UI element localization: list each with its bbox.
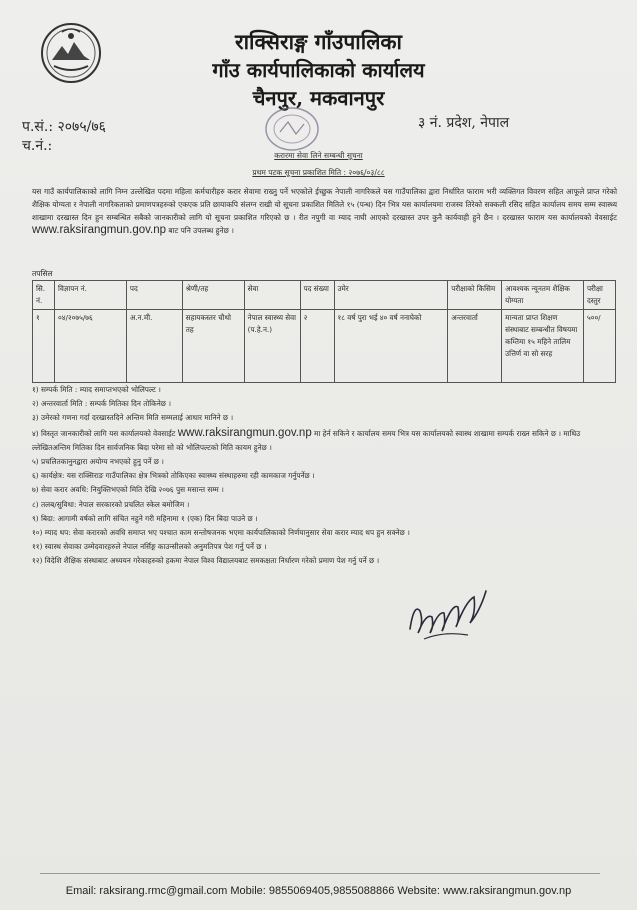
notice-body-text: यस गाउँ कार्यपालिकाको लागि निम्न उल्लेखित पदमा महिला कर्मचारीहरु करार सेवामा राख्नु पर्ने भएकोले ईच्छुक नेपाली नागरिकले यस गाउँपालिका द्वारा निर्धारित फाराम भरी व्यक्तिगत विवरण सहित आफूले प्राप्त गरेको शैक्षिक योग्यता र नेपाली नागरिकताको प्रमाणपत्रहरुको एकएक प्रति छायाकपि संलग्न राखी यो सूचना प्रकाशित मितिले १५ (पन्ध) दिन भित्र यस कार्यालयमा राजस्व तिरेको सक्कली रसिद सहित कार्यालय समय सम्म स्वास्थ्य शाखामा दरखास्त दिन हुन सम्बन्धित सबैको जानकारीको लागि यो सूचना प्रकाशित गरिएको छ । रीत नपुगी वा म्याद नाघी आएको दरखास्त उपर कुनै कार्यवाही हुने छैन । दरखास्त फाराम यस कार्यालयको वेवसाईट (32, 187, 617, 222)
notice-subject: करारमा सेवा लिने सम्बन्धी सूचना (274, 151, 363, 160)
cell-qualification: मान्यता प्राप्त शिक्षण संस्थाबाट सम्बन्धीत विषयमा कम्तिमा १५ महिने तालिम उत्तिर्ण वा सो सरह (502, 310, 584, 383)
notes-list (32, 383, 617, 569)
cell-advert-no: ०४/२०७५/७६ (54, 310, 126, 383)
cell-fee: ५००/ (583, 310, 615, 383)
signature (404, 583, 492, 645)
province-label: ३ नं. प्रदेश, नेपाल (418, 115, 510, 131)
table-row (33, 310, 616, 383)
cell-age: १८ वर्ष पुरा भई ४० वर्ष ननाघेको (334, 310, 448, 383)
header-exam-type: परीक्षाको किसिम (448, 281, 502, 310)
note-item: ७) सेवा करार अवधि: नियुक्तिभएको मिति देखि २०७६ पुस मसान्त सम्म । (32, 485, 224, 495)
note-item: ८) तलब/सुविधा: नेपाल सरकारको प्रचलित स्केल बमोजिम । (32, 499, 190, 509)
note-item: ३) उमेरको गणना गर्दा दरखास्तदिने अन्तिम मिति सम्मलाई आधार मानिने छ । (32, 413, 234, 423)
letter-number: प.सं.: २०७५/७६ (22, 119, 106, 135)
website-link[interactable]: www.raksirangmun.gov.np (32, 224, 167, 236)
office-stamp (262, 104, 322, 154)
note-item: ९) बिदा: आगामी वर्षको लागि संचित नहुने गरी महिनामा १ (एक) दिन बिदा पाउने छ । (32, 513, 258, 523)
details-label: तपसिल (32, 269, 53, 278)
cell-level: सहायकस्तर चौथो तह (182, 310, 244, 383)
note-item: १२) विदेशि शैक्षिक संस्थाबाट अध्ययन गरेकाहरुको हकमा नेपाल विश्व विद्यालयबाट समकक्षता निर्धारण गरेको प्रमाण पेश गर्नु पर्ने छ । (32, 556, 380, 566)
header-level: श्रेणी/तह (182, 281, 244, 310)
header-advert-no: विज्ञापन नं. (54, 281, 126, 310)
header-post: पद (126, 281, 182, 310)
cell-post-count: २ (300, 310, 334, 383)
municipality-name: राक्सिराङ्ग गाँउपालिका (235, 29, 402, 54)
note-item: ११) स्वास्थ सेवाका उम्मेदवारहरुले नेपाल नर्सिङ्ग काउन्सीलको अनुमतिपत्र पेश गर्नु पर्ने छ । (32, 542, 267, 552)
header-service: सेवा (244, 281, 300, 310)
note-item: २) अन्तरवार्ता मिति : सम्पर्क मितिका दिन तोकिनेछ । (32, 399, 172, 409)
note-item: ६) कार्यक्षेत्र: यस राक्सिराङ गाउँपालिका क्षेत्र भित्रको तोकिएका स्वास्थ्य संस्थाहरुमा रही कामकाज गर्नुपर्नेछ । (32, 471, 315, 481)
note-item: १०) म्याद थप: सेवा करारको अवधि समाप्त भए पश्चात काम सन्तोषजनक भएमा कार्यपालिकाको निर्णयानुसार सेवा करार म्याद थप हुन सक्नेछ । (32, 528, 410, 538)
header-sn: सि. नं. (33, 281, 55, 310)
notice-body (32, 185, 617, 237)
note-item: १) सम्पर्क मिति : म्याद समाप्तभएको भोलिपल्ट । (32, 385, 161, 394)
office-name: गाँउ कार्यपालिकाको कार्यालय (212, 58, 425, 82)
cell-post: अ.न.मी. (126, 310, 182, 383)
header-qualification: आवश्यक न्यूनतम शैक्षिक योग्यता (502, 281, 584, 310)
header-age: उमेर (334, 281, 448, 310)
header-post-count: पद संख्या (300, 281, 334, 310)
note-item: ५) प्रचलितकानुनद्वारा अयोग्य नभएको हुनु पर्ने छ । (32, 457, 164, 467)
cell-sn: १ (33, 310, 55, 383)
notice-body-end: बाट पनि उपलब्ध हुनेछ । (168, 226, 234, 235)
dispatch-number: च.नं.: (22, 138, 53, 154)
notes-website-link[interactable]: www.raksirangmun.gov.np (177, 426, 312, 439)
vacancy-table (32, 280, 616, 383)
cell-exam-type: अन्तरवार्ता (448, 310, 502, 383)
header-fee: परीक्षा दस्तुर (583, 281, 615, 310)
footer-contact: Email: raksirang.rmc@gmail.com Mobile: 9855069405,9855088866 Website: www.raksirangmun.gov.np (65, 885, 572, 897)
office-address: चैनपुर, मकवानपुर (252, 86, 385, 110)
cell-service: नेपाल स्वास्थ्य सेवा (प.हे.न.) (244, 310, 300, 383)
table-header-row (33, 281, 616, 310)
publication-date: प्रथम पटक सूचना प्रकाशित मिति : २०७६/०३/८८ (252, 168, 385, 177)
note-item: ४) विस्तृत जानकारीको लागि यस कार्यालयको वेवसाईट www.raksirangmun.gov.np मा हेर्न सकिने र कार्यालय समय भित्र यस कार्यालयको स्वास्थ शाखामा सम्पर्क राख्न सकिने छ । माथिउ ल्लेखितअन्तिम मितिका दिन सार्वजनिक बिदा परेमा सो को भोलिपल्टको मिति कायम हुनेछ । (32, 426, 581, 452)
footer-divider (40, 873, 600, 874)
